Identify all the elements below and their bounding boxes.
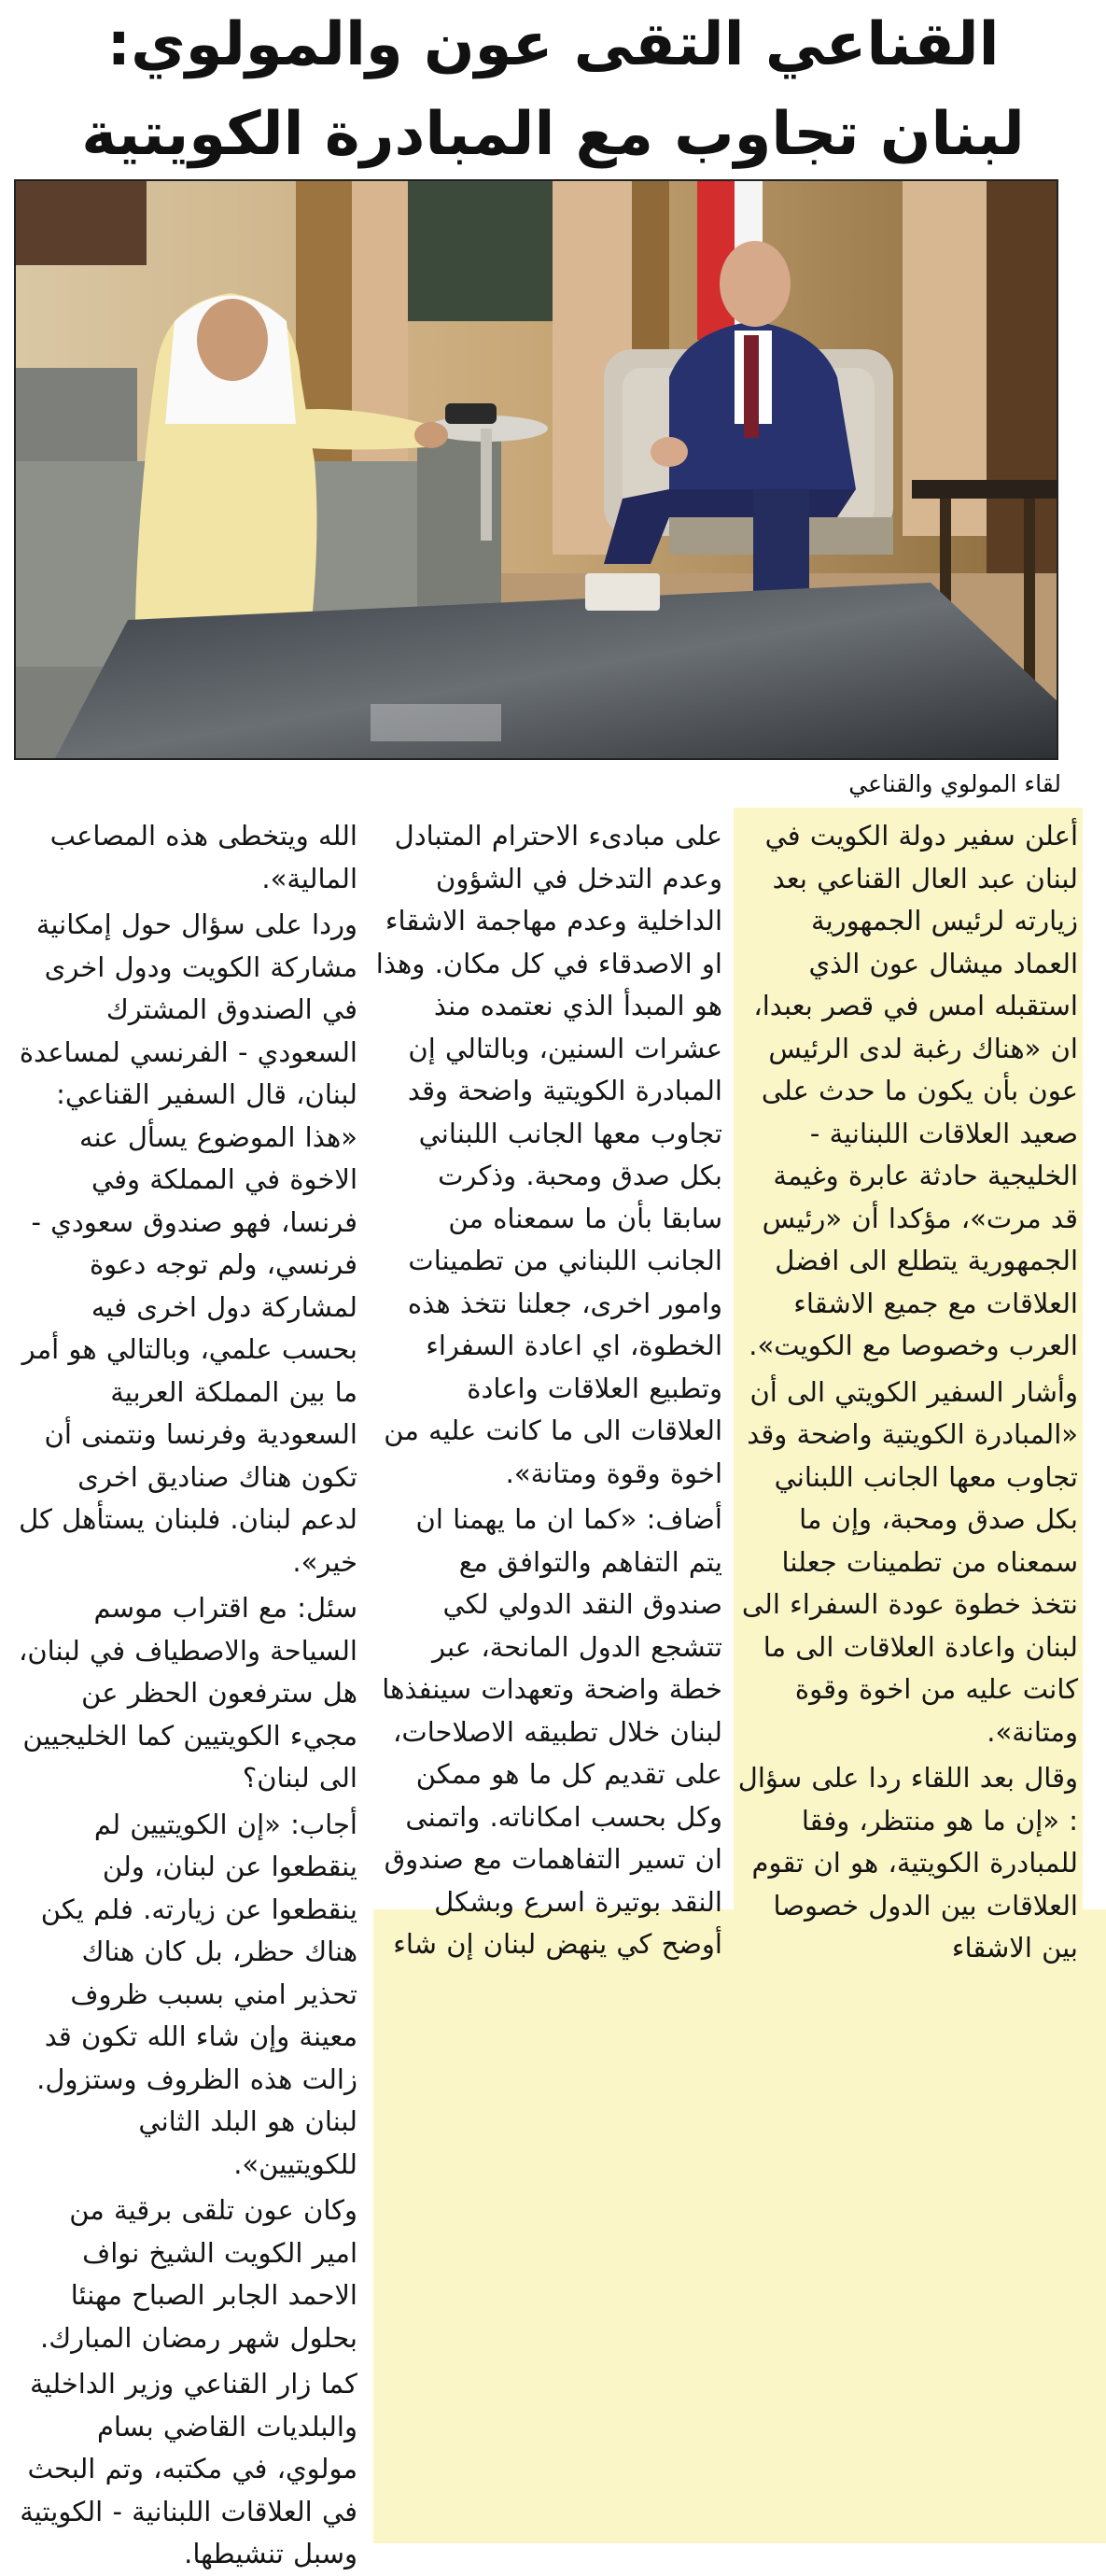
headline (19, 0, 1087, 179)
paragraph: وقال بعد اللقاء ردا على سؤال : «إن ما هو منتظر، وفقا للمبادرة الكويتية، هو ان تقوم العلاقات بين الدول خصوصا بين الاشقاء (737, 1762, 1078, 1964)
paragraph: وكان عون تلقى برقية من امير الكويت الشيخ نواف الاحمد الجابر الصباح مهنئا بحلول شهر رمضان المبارك. (40, 2194, 357, 2354)
highlight-middle-bottom (373, 1909, 1106, 2543)
article-column-right (737, 815, 1078, 1970)
paragraph: وردا على سؤال حول إمكانية مشاركة الكويت ودول اخرى في الصندوق المشترك السعودي - الفرنسي لمساعدة لبنان، قال السفير القناعي: «هذا الموضوع يسأل عنه الاخوة في المملكة وفي فرنسا، فهو صندوق سعودي - فرنسي، ولم توجه دعوة لمشاركة دول اخرى فيه بحسب علمي، وبالتالي هو أمر ما بين المملكة العربية السعودية وفرنسا ونتمنى أن تكون هناك صناديق اخرى لدعم لبنان. فلبنان يستأهل كل خير». (19, 908, 357, 1578)
paragraph: أضاف: «كما ان ما يهمنا ان يتم التفاهم والتوافق مع صندوق النقد الدولي لكي تتشجع الدول المانحة، عبر خطة واضحة وتعهدات سينفذها لبنان خلال تطبيقه الاصلاحات، على تقديم كل ما هو ممكن وكل بحسب امكاناته. واتمنى ان تسير التفاهمات مع صندوق النقد بوتيرة اسرع وبشكل أوضح كي ينهض لبنان إن شاء (382, 1503, 722, 1960)
photo-caption: لقاء المولوي والقناعي (848, 770, 1061, 797)
headline-line-1: القناعي التقى عون والمولوي: (106, 10, 1000, 79)
paragraph: أجاب: «إن الكويتيين لم ينقطعوا عن لبنان، ولن ينقطعوا عن زيارته. فلم يكن هناك حظر، بل كان هناك تحذير امني بسبب ظروف معينة وإن شاء الله تكون قد زالت هذه الظروف وستزول. لبنان هو البلد الثاني للكويتيين». (36, 1808, 357, 2180)
paragraph: كما زار القناعي وزير الداخلية والبلديات القاضي بسام مولوي، في مكتبه، وتم البحث في العلاقات اللبنانية - الكويتية وسبل تنشيطها. (20, 2368, 357, 2569)
paragraph: أعلن سفير دولة الكويت في لبنان عبد العال القناعي بعد زيارته لرئيس الجمهورية العماد ميشال عون الذي استقبله امس في قصر بعبدا، ان «هناك رغبة لدى الرئيس عون بأن يكون ما حدث على صعيد العلاقات اللبنانية - الخليجية حادثة عابرة وغيمة قد مرت»، مؤكدا أن «رئيس الجمهورية يتطلع الى افضل العلاقات مع جميع الاشقاء العرب وخصوصا مع الكويت». (749, 820, 1078, 1361)
paragraph: وأشار السفير الكويتي الى أن «المبادرة الكويتية واضحة وقد تجاوب معها الجانب اللبناني بكل صدق ومحبة، وإن ما سمعناه من تطمينات جعلنا نتخذ خطوة عودة السفراء الى لبنان واعادة العلاقات الى ما كانت عليه من اخوة وقوة ومتانة». (741, 1375, 1078, 1748)
paragraph: الله ويتخطى هذه المصاعب المالية». (49, 820, 357, 894)
paragraph: سئل: مع اقتراب موسم السياحة والاصطياف في لبنان، هل سترفعون الحظر عن مجيء الكويتيين كما الخليجيين الى لبنان؟ (18, 1592, 357, 1794)
article-photo (14, 179, 1058, 760)
paragraph: على مبادىء الاحترام المتبادل وعدم التدخل في الشؤون الداخلية وعدم مهاجمة الاشقاء او الاصدقاء في كل مكان. وهذا هو المبدأ الذي نعتمده منذ عشرات السنين، وبالتالي إن المبادرة الكويتية واضحة وقد تجاوب معها الجانب اللبناني بكل صدق ومحبة. وذكرت سابقا بأن ما سمعناه من الجانب اللبناني من تطمينات وامور اخرى، جعلنا نتخذ هذه الخطوة، اي اعادة السفراء وتطبيع العلاقات واعادة العلاقات الى ما كانت عليه من اخوة وقوة ومتانة». (375, 820, 722, 1489)
article-column-middle (375, 815, 722, 1966)
meeting-photo-illustration (16, 181, 1058, 760)
article-column-left (17, 815, 357, 2576)
headline-line-2: لبنان تجاوب مع المبادرة الكويتية (81, 100, 1025, 169)
